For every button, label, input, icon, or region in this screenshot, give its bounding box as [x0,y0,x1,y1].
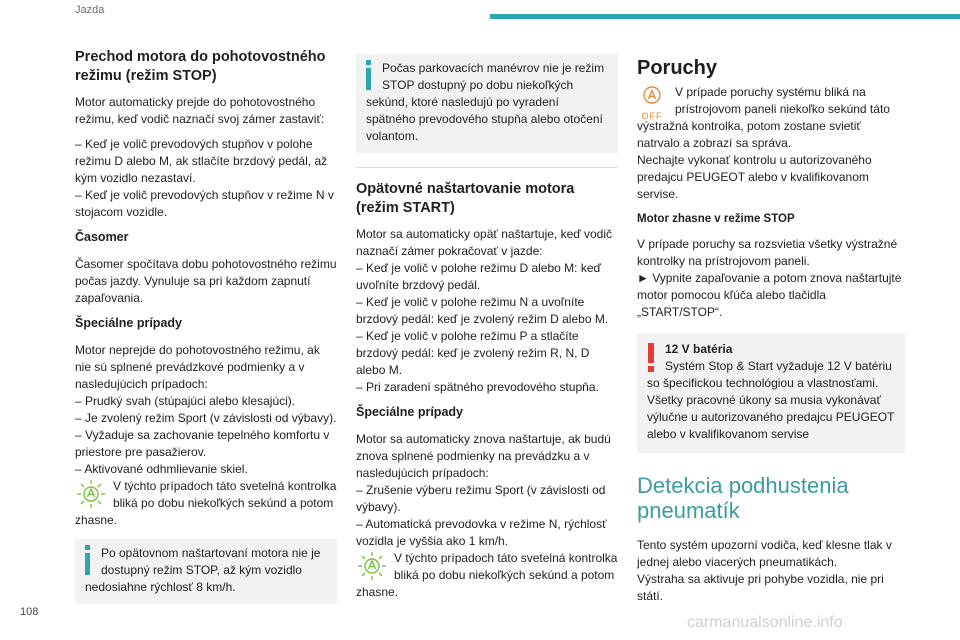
auto-stop-off-lamp-icon: OFF [637,84,667,118]
paragraph: Motor neprejde do pohotovostného režimu, ak nie sú splnené prevádzkové podmienky a v nasledujúcich prípadoch: [75,343,320,391]
paragraph: – Zrušenie výberu režimu Sport (v závislosti od výbavy). [356,483,606,514]
auto-stop-lamp-icon [356,550,388,582]
paragraph: Tento systém upozorní vodiča, keď klesne tlak v jednej alebo viacerých pneumatikách. [637,538,892,569]
heading-engine-stalls: Motor zhasne v režime STOP [637,213,795,225]
paragraph: ► Vypnite zapaľovanie a potom znova naštartujte motor pomocou kľúča alebo tlačidla „START/STOP“. [637,271,902,319]
paragraph: Časomer spočítava dobu pohotovostného režimu počas jazdy. Vynuluje sa pri každom zapnutí zapaľovania. [75,257,337,305]
separator [356,167,618,168]
paragraph: – Keď je volič v polohe režimu D alebo M: keď uvoľníte brzdový pedál. [356,261,601,292]
paragraph: – Keď je volič v polohe režimu P a stlačíte brzdový pedál: keď je zvolený režim R, N, D alebo M. [356,329,590,377]
column-right [637,58,905,613]
header-accent-bar [490,14,960,19]
paragraph: Výstraha sa aktivuje pri pohybe vozidla, nie pri státí. [637,572,884,603]
fault-note: OFF V prípade poruchy systému bliká na prístrojovom paneli niekoľko sekúnd táto výstražná kontrolka, potom zostane svietiť natrvalo a zobrazí sa správa. [637,85,890,150]
paragraph: Motor sa automaticky opäť naštartuje, keď vodič naznačí zámer pokračovať v jazde: [356,227,612,258]
info-box: Po opätovnom naštartovaní motora nie je dostupný režim STOP, až kým vozidlo nedosiahne rýchlosť 8 km/h. [75,539,337,604]
paragraph: V prípade poruchy sa rozsvietia všetky výstražné kontrolky na prístrojovom paneli. [637,237,898,268]
heading-faults: Poruchy [637,57,718,79]
heading-start-mode: Opätovné naštartovanie motora (režim START) [356,181,575,216]
heading-tpms: Detekcia podhustenia pneumatík [637,473,849,523]
paragraph: – Aktivované odhmlievanie skiel. [75,462,248,476]
heading-special-cases: Špeciálne prípady [356,405,463,419]
page-number: 108 [20,606,39,618]
paragraph: Motor sa automaticky znova naštartuje, ak budú znova splnené podmienky na prevádzku a v nasledujúcich prípadoch: [356,432,611,480]
section-header: Jazda [75,4,105,16]
warning-box: 12 V batéria Systém Stop & Start vyžaduje 12 V batériu so špecifickou technológiou a vlastnosťami. Všetky pracovné úkony sa musia vykonávať výlučne u autorizovaného predajcu PEUGEOT alebo v kvalifikovanom servise [637,333,905,453]
heading-stop-mode: Prechod motora do pohotovostného režimu (režim STOP) [75,49,326,84]
warning-icon [645,343,657,373]
column-left [75,48,337,612]
paragraph: – Automatická prevodovka v režime N, rýchlosť vozidla je vyššia ako 1 km/h. [356,517,607,548]
lamp-note: V týchto prípadoch táto svetelná kontrolka bliká po dobu niekoľkých sekúnd a potom zhasne. [75,479,337,527]
paragraph: – Keď je volič v polohe režimu N a uvoľníte brzdový pedál: keď je zvolený režim D alebo M. [356,295,609,326]
info-box: Počas parkovacích manévrov nie je režim STOP dostupný po dobu niekoľkých sekúnd, ktoré nasledujú po vyradení spätného prevodového stupňa alebo otočení volantom. [356,54,618,153]
paragraph: – Vyžaduje sa zachovanie tepelného komfortu v priestore pre pasažierov. [75,428,330,459]
paragraph: Nechajte vykonať kontrolu u autorizovaného predajcu PEUGEOT alebo v kvalifikovanom servise. [637,153,872,201]
lamp-note: V týchto prípadoch táto svetelná kontrolka bliká po dobu niekoľkých sekúnd a potom zhasne. [356,551,618,599]
paragraph: – Prudký svah (stúpajúci alebo klesajúci). [75,394,296,408]
info-icon [364,60,374,90]
watermark: carmanualsonline.info [687,614,843,631]
heading-special-cases: Špeciálne prípady [75,316,182,330]
paragraph: – Keď je volič prevodových stupňov v režime N v stojacom vozidle. [75,188,334,219]
info-icon [83,545,93,575]
paragraph: – Pri zaradení spätného prevodového stupňa. [356,380,599,394]
paragraph: Motor automaticky prejde do pohotovostného režimu, keď vodič naznačí svoj zámer zastaviť: [75,95,325,126]
auto-stop-lamp-icon [75,478,107,510]
heading-timer: Časomer [75,230,129,244]
paragraph: – Je zvolený režim Sport (v závislosti od výbavy). [75,411,337,425]
column-middle [356,54,618,601]
paragraph: – Keď je volič prevodových stupňov v polohe režimu D alebo M, ak stlačíte brzdový pedál, až kým vozidlo nezastaví. [75,137,328,185]
